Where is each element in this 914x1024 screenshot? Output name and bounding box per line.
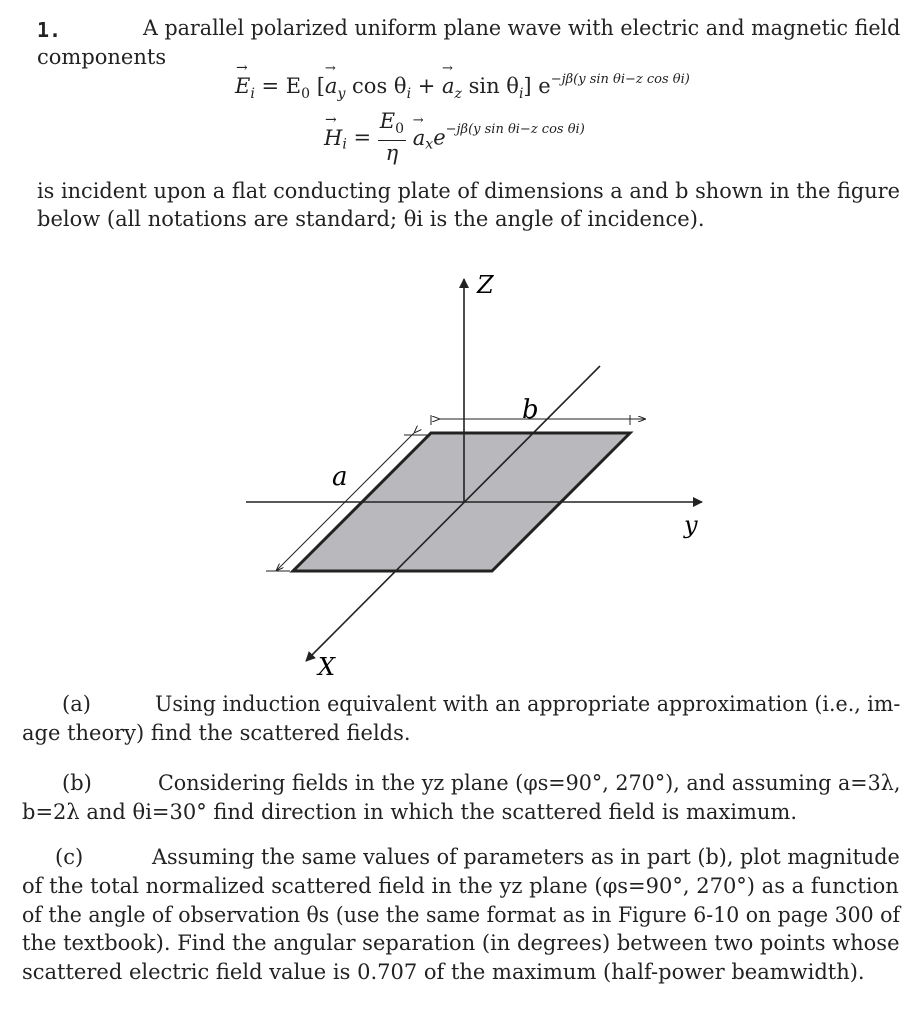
equation-electric-field: → $E_i = E_0$ [ → $a_y$ $\cos \theta_i$ + → $a_z$ $\sin \theta_i$] $e^{-j\beta(y sin \theta i-z cos \theta i)}$ — [235, 60, 690, 103]
problem-number: 1. — [37, 18, 62, 42]
problem-after-line1: is incident upon a flat conducting plate of dimensions a and b shown in the figure — [37, 179, 900, 203]
dimension-a-label: a — [332, 462, 348, 492]
dimension-b-label: b — [522, 395, 539, 425]
part-a-label: (a) — [62, 692, 91, 716]
part-c-line3: of the angle of observation θs (use the same format as in Figure 6-10 on page 300 of — [22, 903, 901, 927]
problem-after-line2: below (all notations are standard; θi is the angle of incidence). — [37, 207, 705, 231]
part-b-label: (b) — [62, 771, 92, 795]
plate-figure — [0, 265, 914, 685]
part-c-line2: of the total normalized scattered field in the yz plane (φs=90°, 270°) as a function — [22, 874, 899, 898]
part-c-line5: scattered electric field value is 0.707 of the maximum (half-power beamwidth). — [22, 960, 865, 984]
part-c-label: (c) — [55, 845, 84, 869]
axis-x-label: X — [318, 653, 336, 681]
part-a-line2: age theory) find the scattered fields. — [22, 721, 411, 745]
part-a-line1: Using induction equivalent with an appropriate approximation (i.e., im- — [155, 692, 901, 716]
part-c-line4: the textbook). Find the angular separation (in degrees) between two points whose — [22, 931, 900, 955]
part-c-line1: Assuming the same values of parameters as in part (b), plot magnitude — [152, 845, 900, 869]
problem-intro-line1: A parallel polarized uniform plane wave with electric and magnetic field — [143, 16, 901, 40]
problem-intro-line2: components — [37, 45, 167, 69]
part-b-line1: Considering fields in the yz plane (φs=90°, 270°), and assuming a=3λ, — [158, 771, 901, 795]
equation-magnetic-field: → $H_i$ = $\frac{E_0}{\eta}$ → $a_xe^{-j\beta(y sin \theta i-z cos \theta i)}$ — [324, 109, 585, 166]
axis-y-label: y — [684, 511, 698, 539]
axis-z-label: Z — [477, 271, 494, 299]
part-b-line2: b=2λ and θi=30° find direction in which the scattered field is maximum. — [22, 800, 798, 824]
